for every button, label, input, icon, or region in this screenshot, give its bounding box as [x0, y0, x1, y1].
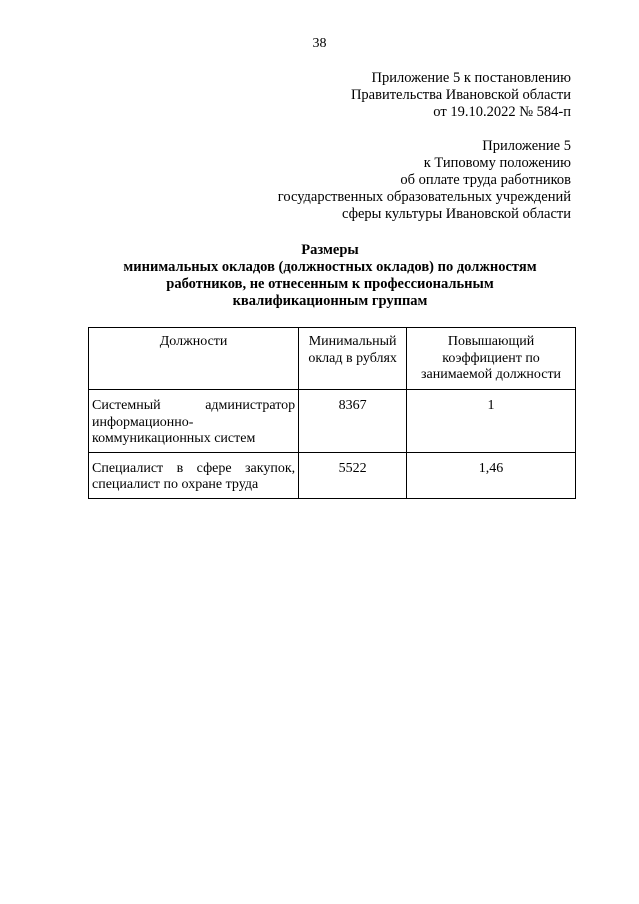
- appendix-header: [278, 138, 571, 223]
- approval-header: [351, 70, 571, 121]
- page-number: 38: [312, 36, 327, 51]
- header-coefficient-line: занимаемой должности: [421, 367, 562, 382]
- approval-line: Приложение 5 к постановлению: [371, 70, 571, 86]
- cell-coefficient: 1,46: [407, 452, 576, 498]
- cell-min-salary: 5522: [299, 452, 407, 498]
- appendix-line: об оплате труда работников: [400, 172, 571, 188]
- title-line: минимальных окладов (должностных окладов) по должностям: [123, 259, 537, 275]
- salary-table: [88, 327, 576, 499]
- header-coefficient: [407, 328, 576, 390]
- cell-coefficient: 1: [407, 390, 576, 453]
- approval-line: от 19.10.2022 № 584-п: [433, 104, 571, 120]
- document-title: [80, 242, 580, 310]
- header-coefficient-line: Повышающий: [447, 334, 535, 349]
- cell-position: Системный администратор информационно-коммуникационных систем: [89, 390, 299, 453]
- header-position: [89, 328, 299, 390]
- appendix-line: государственных образовательных учреждений: [277, 189, 571, 205]
- appendix-line: Приложение 5: [482, 138, 571, 154]
- title-line: работников, не отнесенным к профессиональным: [166, 276, 494, 292]
- appendix-line: к Типовому положению: [423, 155, 571, 171]
- cell-min-salary: 8367: [299, 390, 407, 453]
- cell-position: Специалист в сфере закупок, специалист по охране труда: [89, 452, 299, 498]
- table-row: [89, 452, 576, 498]
- approval-line: Правительства Ивановской области: [350, 87, 571, 103]
- header-coefficient-line: коэффициент по: [442, 350, 540, 366]
- header-min-salary-line: оклад в рублях: [308, 350, 397, 366]
- appendix-line: сферы культуры Ивановской области: [341, 206, 571, 222]
- header-position-label: Должности: [159, 334, 228, 349]
- title-line: Размеры: [301, 242, 359, 258]
- header-min-salary-line: Минимальный: [308, 334, 397, 349]
- title-line: квалификационным группам: [232, 293, 428, 309]
- table-header-row: [89, 328, 576, 390]
- header-min-salary: [299, 328, 407, 390]
- table-row: [89, 390, 576, 453]
